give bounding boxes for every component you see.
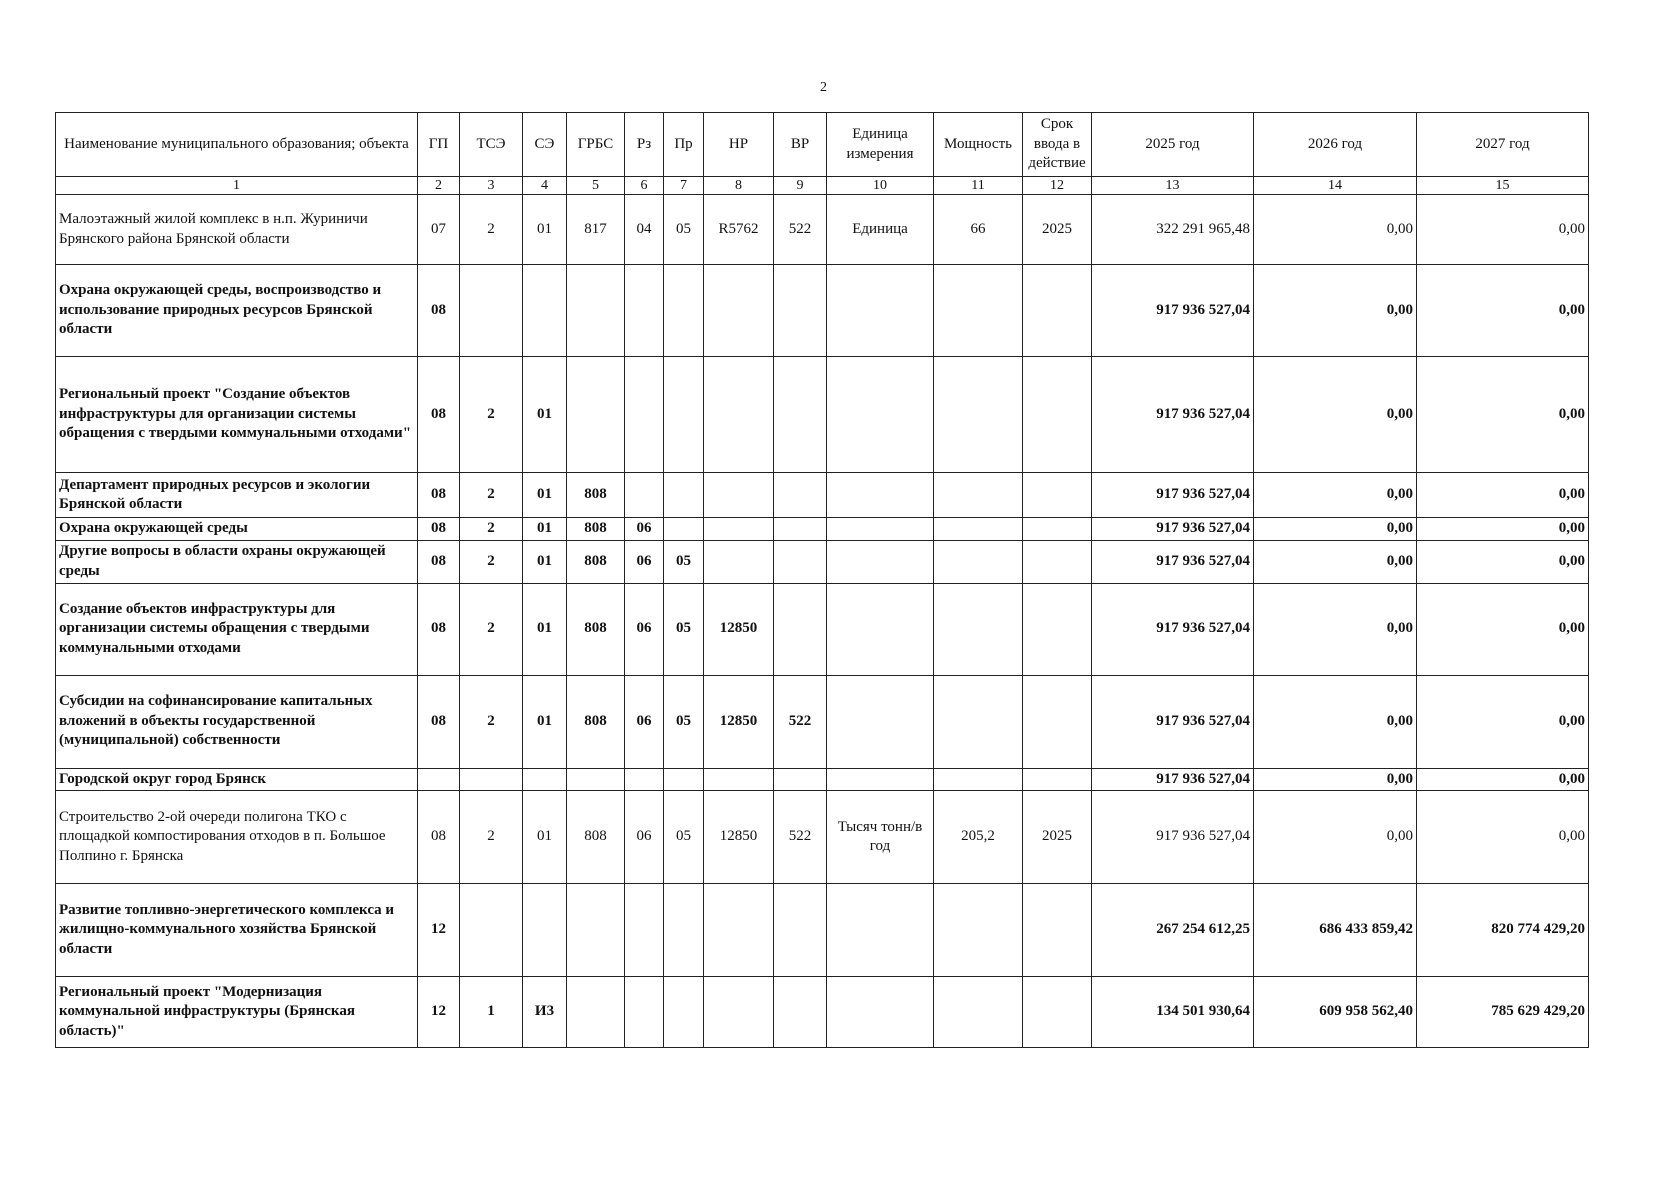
amount-2026: 0,00 <box>1254 473 1417 518</box>
pr-code <box>664 768 704 791</box>
unit-of-measure <box>827 518 934 541</box>
amount-2026: 0,00 <box>1254 265 1417 357</box>
se-code <box>523 884 567 977</box>
grbs-code: 808 <box>567 540 625 583</box>
pr-code <box>664 518 704 541</box>
rz-code: 06 <box>625 540 664 583</box>
amount-2027: 820 774 429,20 <box>1417 884 1589 977</box>
row-name: Малоэтажный жилой комплекс в н.п. Журиничи Брянского района Брянской области <box>56 195 418 265</box>
capacity-value <box>934 540 1023 583</box>
table-row <box>56 518 1589 541</box>
tse-code: 2 <box>460 195 523 265</box>
column-number: 12 <box>1023 177 1092 195</box>
se-code: 01 <box>523 473 567 518</box>
nr-code: R5762 <box>704 195 774 265</box>
commissioning-year <box>1023 357 1092 473</box>
nr-code: 12850 <box>704 675 774 768</box>
table-row <box>56 768 1589 791</box>
grbs-code <box>567 265 625 357</box>
se-code: 01 <box>523 583 567 675</box>
header-year-2025: 2025 год <box>1092 113 1254 177</box>
capacity-value: 205,2 <box>934 791 1023 884</box>
header-se: СЭ <box>523 113 567 177</box>
rz-code <box>625 357 664 473</box>
grbs-code: 808 <box>567 791 625 884</box>
capacity-value <box>934 357 1023 473</box>
row-name: Охрана окружающей среды <box>56 518 418 541</box>
rz-code <box>625 265 664 357</box>
header-tse: ТСЭ <box>460 113 523 177</box>
amount-2025: 917 936 527,04 <box>1092 357 1254 473</box>
pr-code <box>664 884 704 977</box>
amount-2026: 0,00 <box>1254 675 1417 768</box>
unit-of-measure <box>827 473 934 518</box>
commissioning-year: 2025 <box>1023 195 1092 265</box>
table-row <box>56 791 1589 884</box>
gp-code: 12 <box>418 884 460 977</box>
table-row <box>56 977 1589 1048</box>
vr-code: 522 <box>774 675 827 768</box>
commissioning-year <box>1023 884 1092 977</box>
vr-code <box>774 977 827 1048</box>
pr-code <box>664 265 704 357</box>
nr-code <box>704 540 774 583</box>
amount-2026: 0,00 <box>1254 791 1417 884</box>
commissioning-year <box>1023 518 1092 541</box>
nr-code <box>704 977 774 1048</box>
header-pr: Пр <box>664 113 704 177</box>
pr-code <box>664 357 704 473</box>
tse-code: 2 <box>460 675 523 768</box>
se-code: 01 <box>523 195 567 265</box>
table-row <box>56 357 1589 473</box>
amount-2025: 917 936 527,04 <box>1092 473 1254 518</box>
vr-code <box>774 884 827 977</box>
vr-code <box>774 518 827 541</box>
se-code: 01 <box>523 357 567 473</box>
commissioning-year <box>1023 675 1092 768</box>
table-row <box>56 675 1589 768</box>
table-row <box>56 265 1589 357</box>
capacity-value <box>934 583 1023 675</box>
rz-code <box>625 884 664 977</box>
grbs-code <box>567 768 625 791</box>
column-number: 13 <box>1092 177 1254 195</box>
se-code <box>523 265 567 357</box>
gp-code: 08 <box>418 675 460 768</box>
column-number: 14 <box>1254 177 1417 195</box>
unit-of-measure <box>827 583 934 675</box>
row-name: Департамент природных ресурсов и экологии Брянской области <box>56 473 418 518</box>
gp-code: 08 <box>418 518 460 541</box>
amount-2027: 0,00 <box>1417 518 1589 541</box>
amount-2025: 917 936 527,04 <box>1092 583 1254 675</box>
amount-2027: 0,00 <box>1417 583 1589 675</box>
column-number: 2 <box>418 177 460 195</box>
capacity-value <box>934 473 1023 518</box>
amount-2027: 0,00 <box>1417 675 1589 768</box>
row-name: Субсидии на софинансирование капитальных вложений в объекты государственной (муниципальной) собственности <box>56 675 418 768</box>
grbs-code: 808 <box>567 675 625 768</box>
header-rz: Рз <box>625 113 664 177</box>
tse-code: 2 <box>460 540 523 583</box>
amount-2025: 322 291 965,48 <box>1092 195 1254 265</box>
table-row <box>56 473 1589 518</box>
table-row <box>56 540 1589 583</box>
amount-2025: 917 936 527,04 <box>1092 265 1254 357</box>
grbs-code: 808 <box>567 473 625 518</box>
rz-code: 06 <box>625 791 664 884</box>
rz-code <box>625 473 664 518</box>
column-number: 15 <box>1417 177 1589 195</box>
rz-code: 04 <box>625 195 664 265</box>
tse-code <box>460 884 523 977</box>
unit-of-measure <box>827 884 934 977</box>
nr-code: 12850 <box>704 583 774 675</box>
column-number: 5 <box>567 177 625 195</box>
gp-code: 08 <box>418 357 460 473</box>
capacity-value <box>934 884 1023 977</box>
tse-code: 2 <box>460 583 523 675</box>
amount-2025: 917 936 527,04 <box>1092 768 1254 791</box>
gp-code <box>418 768 460 791</box>
table-row <box>56 583 1589 675</box>
column-number: 9 <box>774 177 827 195</box>
grbs-code <box>567 357 625 473</box>
se-code <box>523 768 567 791</box>
capacity-value <box>934 518 1023 541</box>
header-name: Наименование муниципального образования; объекта <box>56 113 418 177</box>
gp-code: 08 <box>418 473 460 518</box>
gp-code: 07 <box>418 195 460 265</box>
amount-2027: 785 629 429,20 <box>1417 977 1589 1048</box>
capacity-value <box>934 675 1023 768</box>
pr-code <box>664 473 704 518</box>
commissioning-year <box>1023 977 1092 1048</box>
grbs-code: 808 <box>567 518 625 541</box>
rz-code: 06 <box>625 583 664 675</box>
commissioning-year <box>1023 768 1092 791</box>
amount-2025: 917 936 527,04 <box>1092 791 1254 884</box>
header-vr: ВР <box>774 113 827 177</box>
vr-code: 522 <box>774 791 827 884</box>
amount-2026: 686 433 859,42 <box>1254 884 1417 977</box>
column-number: 6 <box>625 177 664 195</box>
column-number: 11 <box>934 177 1023 195</box>
budget-table <box>55 112 1589 1048</box>
rz-code: 06 <box>625 675 664 768</box>
tse-code: 2 <box>460 791 523 884</box>
unit-of-measure <box>827 977 934 1048</box>
row-name: Региональный проект "Создание объектов инфраструктуры для организации системы обращения с твердыми коммунальными отходами" <box>56 357 418 473</box>
capacity-value <box>934 265 1023 357</box>
gp-code: 08 <box>418 540 460 583</box>
amount-2026: 609 958 562,40 <box>1254 977 1417 1048</box>
amount-2025: 134 501 930,64 <box>1092 977 1254 1048</box>
header-year-2026: 2026 год <box>1254 113 1417 177</box>
header-row <box>56 113 1589 177</box>
column-number: 1 <box>56 177 418 195</box>
tse-code <box>460 768 523 791</box>
commissioning-year <box>1023 265 1092 357</box>
nr-code <box>704 884 774 977</box>
grbs-code: 817 <box>567 195 625 265</box>
tse-code: 2 <box>460 357 523 473</box>
amount-2027: 0,00 <box>1417 473 1589 518</box>
unit-of-measure <box>827 768 934 791</box>
vr-code <box>774 265 827 357</box>
nr-code: 12850 <box>704 791 774 884</box>
header-term: Срок ввода в действие <box>1023 113 1092 177</box>
row-name: Развитие топливно-энергетического комплекса и жилищно-коммунального хозяйства Брянской области <box>56 884 418 977</box>
unit-of-measure: Тысяч тонн/в год <box>827 791 934 884</box>
row-name: Охрана окружающей среды, воспроизводство и использование природных ресурсов Брянской области <box>56 265 418 357</box>
amount-2026: 0,00 <box>1254 357 1417 473</box>
gp-code: 08 <box>418 265 460 357</box>
unit-of-measure: Единица <box>827 195 934 265</box>
table-row <box>56 195 1589 265</box>
capacity-value <box>934 768 1023 791</box>
row-name: Городской округ город Брянск <box>56 768 418 791</box>
unit-of-measure <box>827 540 934 583</box>
tse-code <box>460 265 523 357</box>
header-year-2027: 2027 год <box>1417 113 1589 177</box>
unit-of-measure <box>827 357 934 473</box>
amount-2027: 0,00 <box>1417 791 1589 884</box>
se-code: И3 <box>523 977 567 1048</box>
se-code: 01 <box>523 518 567 541</box>
amount-2026: 0,00 <box>1254 583 1417 675</box>
pr-code: 05 <box>664 583 704 675</box>
vr-code <box>774 583 827 675</box>
amount-2027: 0,00 <box>1417 265 1589 357</box>
gp-code: 08 <box>418 583 460 675</box>
tse-code: 2 <box>460 473 523 518</box>
amount-2027: 0,00 <box>1417 357 1589 473</box>
rz-code: 06 <box>625 518 664 541</box>
column-number: 4 <box>523 177 567 195</box>
vr-code: 522 <box>774 195 827 265</box>
unit-of-measure <box>827 265 934 357</box>
grbs-code: 808 <box>567 583 625 675</box>
pr-code: 05 <box>664 791 704 884</box>
gp-code: 08 <box>418 791 460 884</box>
header-gp: ГП <box>418 113 460 177</box>
se-code: 01 <box>523 540 567 583</box>
pr-code: 05 <box>664 540 704 583</box>
column-number: 10 <box>827 177 934 195</box>
nr-code <box>704 768 774 791</box>
se-code: 01 <box>523 791 567 884</box>
amount-2026: 0,00 <box>1254 195 1417 265</box>
vr-code <box>774 357 827 473</box>
commissioning-year <box>1023 540 1092 583</box>
column-number: 8 <box>704 177 774 195</box>
amount-2025: 267 254 612,25 <box>1092 884 1254 977</box>
amount-2027: 0,00 <box>1417 195 1589 265</box>
page-number: 2 <box>820 80 827 95</box>
row-name: Строительство 2-ой очереди полигона ТКО с площадкой компостирования отходов в п. Большое Полпино г. Брянска <box>56 791 418 884</box>
amount-2027: 0,00 <box>1417 768 1589 791</box>
amount-2026: 0,00 <box>1254 518 1417 541</box>
row-name: Создание объектов инфраструктуры для организации системы обращения с твердыми коммунальными отходами <box>56 583 418 675</box>
header-unit: Единица измерения <box>827 113 934 177</box>
row-name: Региональный проект "Модернизация коммунальной инфраструктуры (Брянская область)" <box>56 977 418 1048</box>
unit-of-measure <box>827 675 934 768</box>
grbs-code <box>567 884 625 977</box>
vr-code <box>774 473 827 518</box>
column-number-row <box>56 177 1589 195</box>
grbs-code <box>567 977 625 1048</box>
tse-code: 2 <box>460 518 523 541</box>
capacity-value <box>934 977 1023 1048</box>
amount-2026: 0,00 <box>1254 768 1417 791</box>
nr-code <box>704 357 774 473</box>
amount-2027: 0,00 <box>1417 540 1589 583</box>
header-grbs: ГРБС <box>567 113 625 177</box>
rz-code <box>625 768 664 791</box>
nr-code <box>704 473 774 518</box>
commissioning-year: 2025 <box>1023 791 1092 884</box>
pr-code: 05 <box>664 675 704 768</box>
column-number: 7 <box>664 177 704 195</box>
se-code: 01 <box>523 675 567 768</box>
commissioning-year <box>1023 583 1092 675</box>
nr-code <box>704 518 774 541</box>
table-row <box>56 884 1589 977</box>
amount-2026: 0,00 <box>1254 540 1417 583</box>
vr-code <box>774 540 827 583</box>
capacity-value: 66 <box>934 195 1023 265</box>
tse-code: 1 <box>460 977 523 1048</box>
rz-code <box>625 977 664 1048</box>
commissioning-year <box>1023 473 1092 518</box>
pr-code <box>664 977 704 1048</box>
gp-code: 12 <box>418 977 460 1048</box>
amount-2025: 917 936 527,04 <box>1092 518 1254 541</box>
header-nr: НР <box>704 113 774 177</box>
column-number: 3 <box>460 177 523 195</box>
header-capacity: Мощность <box>934 113 1023 177</box>
nr-code <box>704 265 774 357</box>
pr-code: 05 <box>664 195 704 265</box>
vr-code <box>774 768 827 791</box>
amount-2025: 917 936 527,04 <box>1092 540 1254 583</box>
row-name: Другие вопросы в области охраны окружающей среды <box>56 540 418 583</box>
amount-2025: 917 936 527,04 <box>1092 675 1254 768</box>
